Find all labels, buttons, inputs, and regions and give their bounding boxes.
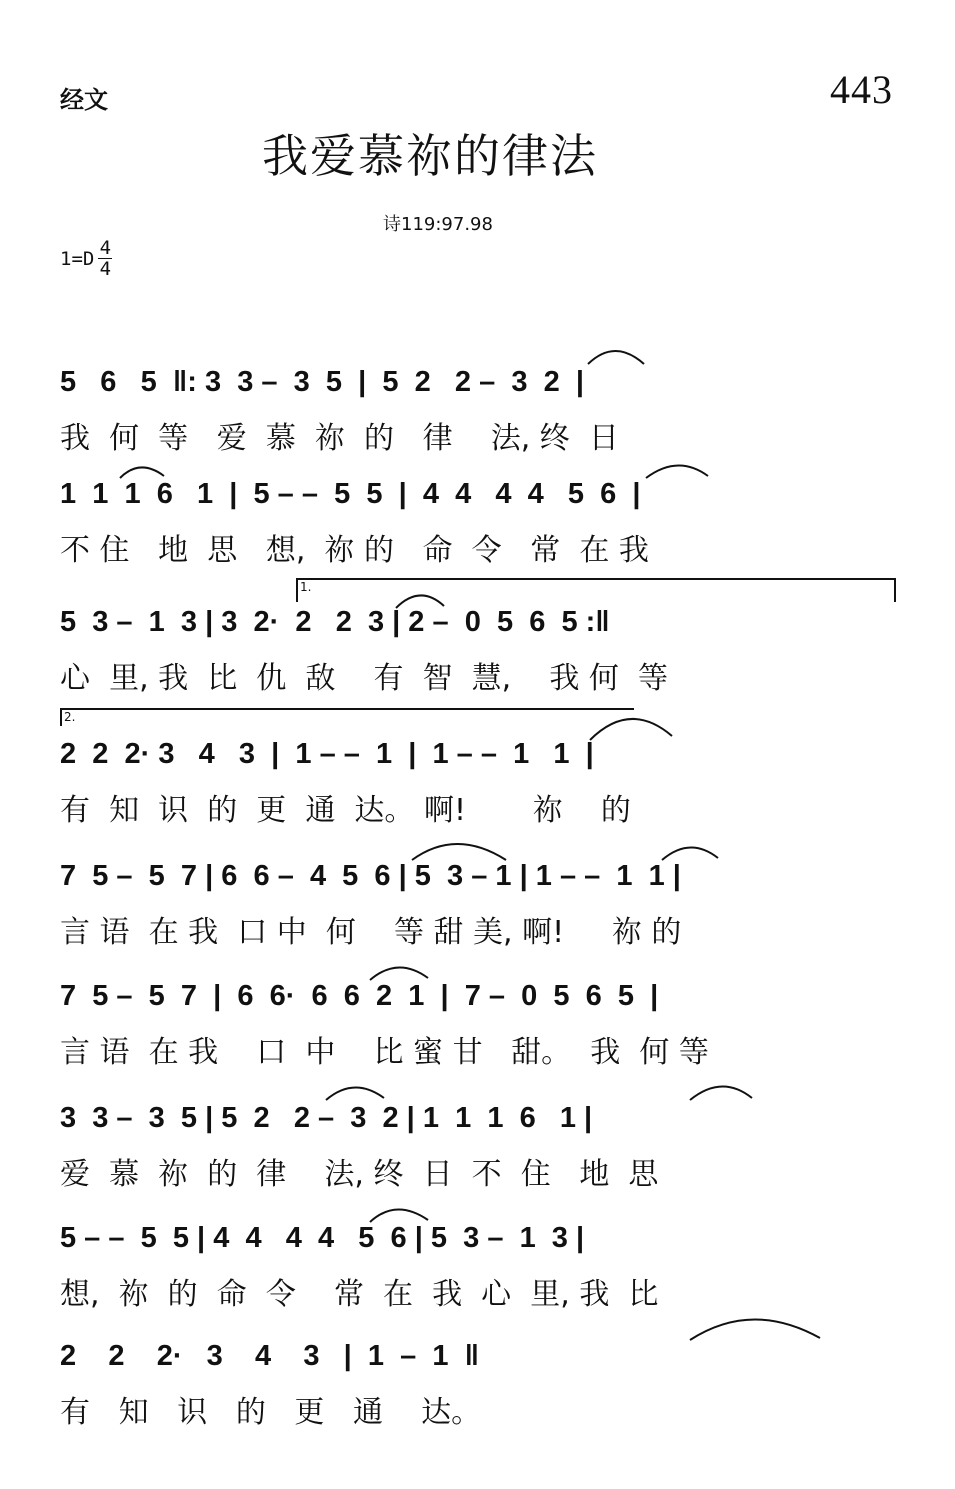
lyric-line: 我 何 等 爱 慕 祢 的 律 法, 终 日 <box>60 421 619 456</box>
notation-line: 5 3 – 1 3 | 3 2· 2 2 3 | 2 – 0 5 6 5 :‖ <box>60 606 610 638</box>
scripture-reference: 诗119:97.98 <box>383 214 493 235</box>
slur-mark <box>370 1209 428 1222</box>
notation-line: 7 5 – 5 7 | 6 6 – 4 5 6 | 5 3 – 1 | 1 – – 1 1 | <box>60 860 681 892</box>
notation-line: 1 1 1 6 1 | 5 – – 5 5 | 4 4 4 4 5 6 | <box>60 478 641 510</box>
lyric-line: 爱 慕 祢 的 律 法, 终 日 不 住 地 思 <box>60 1157 659 1192</box>
lyric-line: 言 语 在 我 口 中 比 蜜 甘 甜。 我 何 等 <box>60 1035 709 1070</box>
notation-line: 2 2 2· 3 4 3 | 1 – – 1 | 1 – – 1 1 | <box>60 738 594 770</box>
key-label: 1=D <box>60 247 95 270</box>
lyric-line: 有 知 识 的 更 通 达。 <box>60 1395 482 1430</box>
slur-mark <box>120 467 164 478</box>
notation-line: 2 2 2· 3 4 3 | 1 – 1 ‖ <box>60 1340 480 1372</box>
slur-mark <box>646 465 708 478</box>
lyric-line: 心 里, 我 比 仇 敌 有 智 慧, 我 何 等 <box>60 661 668 696</box>
slur-mark <box>690 1319 820 1340</box>
slur-mark <box>590 719 672 740</box>
slur-mark <box>662 847 718 860</box>
lyric-line: 有 知 识 的 更 通 达。 啊! 祢 的 <box>60 793 631 828</box>
time-sig-bottom: 4 <box>99 258 112 280</box>
notation-line: 5 – – 5 5 | 4 4 4 4 5 6 | 5 3 – 1 3 | <box>60 1222 585 1254</box>
hymn-number: 443 <box>830 67 893 112</box>
slur-mark <box>326 1087 384 1100</box>
slur-mark <box>370 967 428 980</box>
slur-mark <box>690 1086 752 1100</box>
slur-mark <box>412 844 506 860</box>
lyric-line: 言 语 在 我 口 中 何 等 甜 美, 啊! 祢 的 <box>60 915 682 950</box>
time-sig-top: 4 <box>99 237 112 259</box>
song-title: 我爱慕祢的律法 <box>262 129 598 183</box>
notation-line: 3 3 – 3 5 | 5 2 2 – 3 2 | 1 1 1 6 1 | <box>60 1102 593 1134</box>
notation-line: 7 5 – 5 7 | 6 6· 6 6 2 1 | 7 – 0 5 6 5 | <box>60 980 659 1012</box>
lyric-line: 想, 祢 的 命 令 常 在 我 心 里, 我 比 <box>60 1277 659 1312</box>
lyric-line: 不 住 地 思 想, 祢 的 命 令 常 在 我 <box>60 533 649 568</box>
notation-line: 5 6 5 ‖: 3 3 – 3 5 | 5 2 2 – 3 2 | <box>60 366 584 398</box>
slur-mark <box>396 595 444 608</box>
second-ending-label: 2. <box>64 710 76 724</box>
category-label: 经文 <box>60 85 108 114</box>
first-ending-label: 1. <box>300 580 312 594</box>
slur-mark <box>588 351 644 364</box>
